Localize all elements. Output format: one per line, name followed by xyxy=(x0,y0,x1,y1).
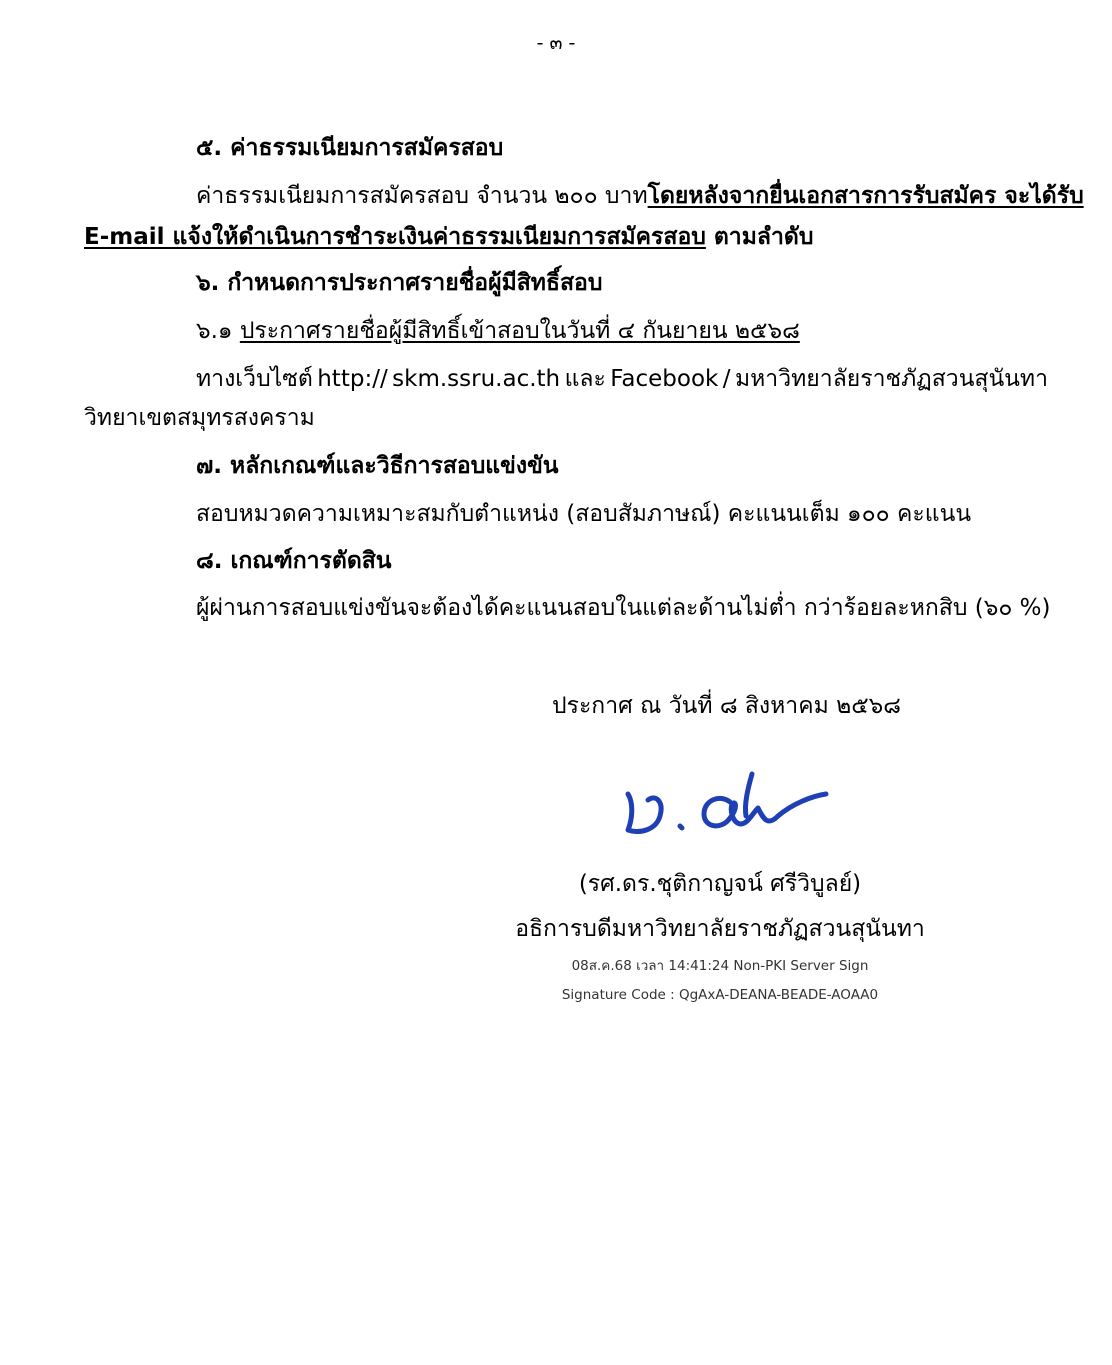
section-5-line-1 xyxy=(196,181,1084,211)
section-5-heading: ๕. ค่าธรรมเนียมการสมัครสอบ xyxy=(196,135,504,161)
email-notice-tail: ตามลำดับ xyxy=(705,224,814,250)
web-word: มหาวิทยาลัยราชภัฏสวนสุนันทา xyxy=(734,366,1048,392)
fee-condition-bold: โดยหลังจากยื่นเอกสารการรับสมัคร จะได้รับ xyxy=(647,183,1084,209)
fee-text: ค่าธรรมเนียมการสมัครสอบ จำนวน ๒๐๐ บาท xyxy=(196,183,648,209)
web-word: skm.ssru.ac.th xyxy=(392,366,561,392)
website-line xyxy=(196,364,1048,394)
section-6-sub-1 xyxy=(196,316,800,346)
signature-stroke xyxy=(628,794,661,831)
signature-stroke xyxy=(704,794,826,826)
section-7-heading: ๗. หลักเกณฑ์และวิธีการสอบแข่งขัน xyxy=(196,453,559,479)
section-8-text: ผู้ผ่านการสอบแข่งขันจะต้องได้คะแนนสอบในแต่ละด้านไม่ต่ำ กว่าร้อยละหกสิบ (๖๐ %) xyxy=(196,595,1051,621)
announcement-date: ประกาศ ณ วันที่ ๘ สิงหาคม ๒๕๖๘ xyxy=(552,693,901,719)
sub-item-number: ๖.๑ xyxy=(196,318,240,344)
signatory-position: อธิการบดีมหาวิทยาลัยราชภัฏสวนสุนันทา xyxy=(515,916,925,942)
web-word: และ xyxy=(564,366,606,392)
section-5-line-2 xyxy=(84,222,813,252)
section-6-heading: ๖. กำหนดการประกาศรายชื่อผู้มีสิทธิ์สอบ xyxy=(196,270,603,296)
email-notice-bold: E-mail แจ้งให้ดำเนินการชำระเงินค่าธรรมเนียมการสมัครสอบ xyxy=(84,224,706,250)
signature-stroke xyxy=(745,774,752,816)
website-line-2: วิทยาเขตสมุทรสงคราม xyxy=(84,405,315,431)
page-number: - ๓ - xyxy=(536,32,576,54)
signature-code: Signature Code : QgAxA-DEANA-BEADE-AOAA0 xyxy=(561,987,879,1003)
web-word: ทางเว็บไซต์ xyxy=(196,366,313,392)
sign-stamp: 08ส.ค.68 เวลา 14:41:24 Non-PKI Server Sign xyxy=(571,958,869,974)
signature-stroke xyxy=(680,826,682,828)
signatory-name: (รศ.ดร.ชุติกาญจน์ ศรีวิบูลย์) xyxy=(578,871,862,897)
section-8-heading: ๘. เกณฑ์การตัดสิน xyxy=(196,548,392,574)
handwritten-signature xyxy=(612,764,842,844)
section-7-text: สอบหมวดความเหมาะสมกับตำแหน่ง (สอบสัมภาษณ์) คะแนนเต็ม ๑๐๐ คะแนน xyxy=(196,501,972,527)
announcement-date-underlined: ประกาศรายชื่อผู้มีสิทธิ์เข้าสอบในวันที่ ๔ กันยายน ๒๕๖๘ xyxy=(239,318,800,344)
web-word: http:// xyxy=(317,366,388,392)
web-word: Facebook xyxy=(610,366,719,392)
web-word: / xyxy=(722,366,731,392)
